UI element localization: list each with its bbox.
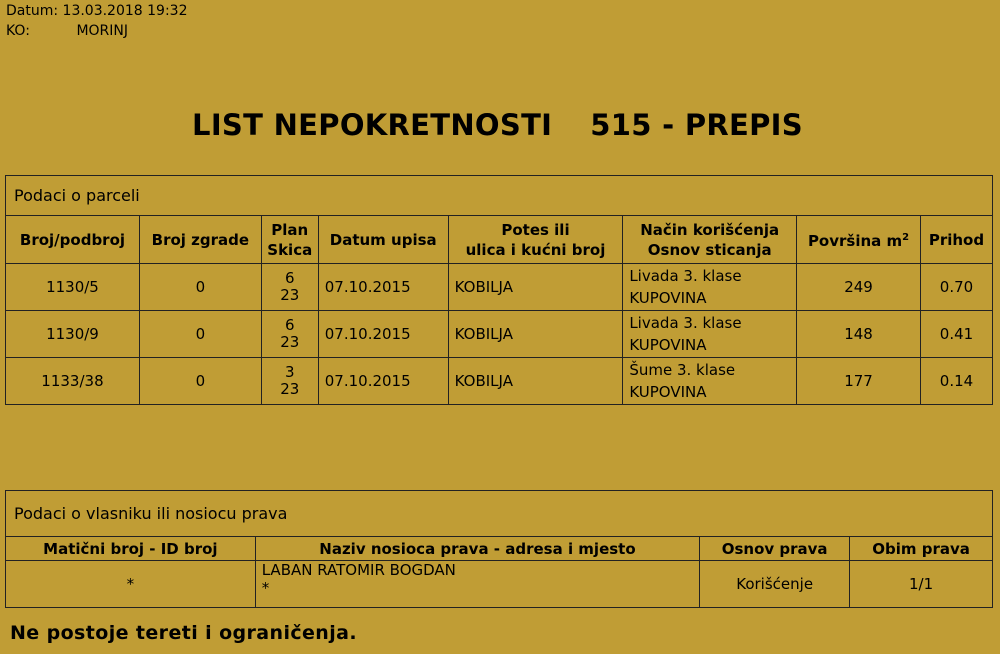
cell-broj: 1130/5 [6,264,140,311]
cell-osnov-value: KUPOVINA [629,336,707,354]
cell-zgrade: 0 [139,264,261,311]
parcels-section-title: Podaci o parceli [6,176,993,216]
cell-plan: 3 [284,363,295,381]
col-osnov-prava: Osnov prava [700,537,850,561]
document-meta [6,1,188,41]
cell-nacin [623,311,797,358]
encumbrance-note: Ne postoje tereti i ograničenja. [10,622,357,644]
col-nacin [623,216,797,264]
cell-zgrade: 0 [139,311,261,358]
cell-datum: 07.10.2015 [318,311,448,358]
cell-datum: 07.10.2015 [318,358,448,405]
cell-nacin [623,264,797,311]
cell-nacin-value: Šume 3. klase [629,361,736,379]
col-prihod: Prihod [920,216,992,264]
col-nacin-line2: Osnov sticanja [647,240,772,259]
col-skica: Skica [267,240,313,259]
date-value: 13.03.2018 19:32 [62,3,188,19]
cell-potes: KOBILJA [448,264,623,311]
cell-skica: 23 [280,286,300,304]
cell-prihod: 0.70 [920,264,992,311]
table-row [6,311,993,358]
col-plan: Plan [271,220,309,239]
col-nacin-line1: Način korišćenja [640,220,780,239]
cell-obim-prava: 1/1 [850,561,993,608]
cell-broj: 1130/9 [6,311,140,358]
cell-plan-skica [261,264,318,311]
page-title-suffix: 515 - PREPIS [590,108,803,142]
col-naziv-nosioca: Naziv nosioca prava - adresa i mjesto [255,537,699,561]
col-broj-zgrade: Broj zgrade [139,216,261,264]
cell-prihod: 0.41 [920,311,992,358]
cell-potes: KOBILJA [448,311,623,358]
cell-povrsina: 148 [797,311,921,358]
owners-table [5,490,993,608]
cell-prihod: 0.14 [920,358,992,405]
col-povrsina-label: Površina m [807,232,903,250]
date-label: Datum: [6,3,59,19]
table-row [6,264,993,311]
parcels-header-row [6,216,993,264]
cell-nacin-value: Livada 3. klase [629,267,742,285]
cell-povrsina: 177 [797,358,921,405]
col-potes-line1: Potes ili [501,220,570,239]
cell-povrsina: 249 [797,264,921,311]
owner-name: LABAN RATOMIR BOGDAN [261,561,456,579]
cell-osnov-prava: Korišćenje [700,561,850,608]
cell-datum: 07.10.2015 [318,264,448,311]
parcels-section-header [6,176,993,216]
cell-naziv [255,561,699,608]
cell-plan-skica [261,311,318,358]
cell-skica: 23 [280,380,300,398]
col-datum-upisa: Datum upisa [318,216,448,264]
cell-osnov-value: KUPOVINA [629,289,707,307]
col-povrsina [797,216,921,264]
page-title [0,108,995,142]
cell-plan-skica [261,358,318,405]
col-broj: Broj/podbroj [6,216,140,264]
col-obim-prava: Obim prava [850,537,993,561]
ko-value: MORINJ [76,23,129,39]
cell-zgrade: 0 [139,358,261,405]
cell-osnov-value: KUPOVINA [629,383,707,401]
cell-maticni: * [6,561,256,608]
ko-label: KO: [6,23,30,39]
cell-broj: 1133/38 [6,358,140,405]
owners-header-row [6,537,993,561]
table-row [6,561,993,608]
parcels-table [5,175,993,405]
cell-nacin-value: Livada 3. klase [629,314,742,332]
col-potes-line2: ulica i kućni broj [465,240,606,259]
date-row [6,1,188,21]
col-potes [448,216,623,264]
cell-plan: 6 [284,316,295,334]
owners-section-title: Podaci o vlasniku ili nosiocu prava [6,491,993,537]
owners-section-header [6,491,993,537]
cell-potes: KOBILJA [448,358,623,405]
col-plan-skica [261,216,318,264]
cell-nacin [623,358,797,405]
cell-skica: 23 [280,333,300,351]
page-title-main: LIST NEPOKRETNOSTI [192,108,553,142]
table-row [6,358,993,405]
cell-plan: 6 [284,269,295,287]
col-maticni-broj: Matični broj - ID broj [6,537,256,561]
owner-address: * [261,579,270,597]
col-povrsina-sup: 2 [902,232,910,243]
ko-row [6,21,188,41]
